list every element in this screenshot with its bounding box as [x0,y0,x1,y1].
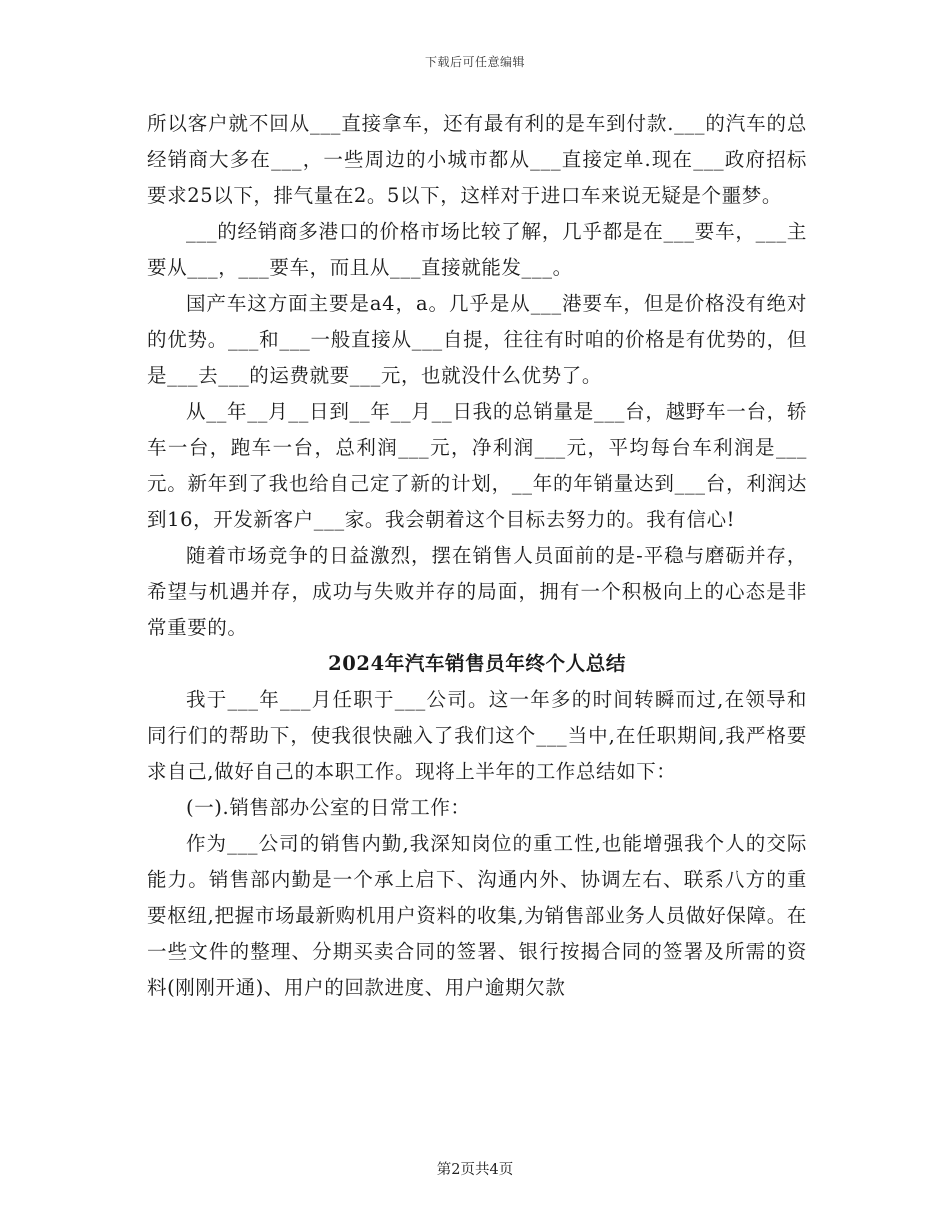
page-header-note: 下载后可任意编辑 [424,55,525,69]
paragraph-5: 随着市场竞争的日益激烈，摆在销售人员面前的是-平稳与磨砺并存，希望与机遇并存，成功与失败并存的局面，拥有一个积极向上的心态是非常重要的。 [147,544,807,639]
paragraph-3: 国产车这方面主要是a4，a。几乎是从___港要车，但是价格没有绝对的优势。___和___一般直接从___自提，往往有时咱的价格是有优势的，但是___去___的运费就要___元，也就没什么优势了。 [147,292,807,387]
section-paragraph-3: 作为___公司的销售内勤,我深知岗位的重工性,也能增强我个人的交际能力。销售部内勤是一个承上启下、沟通内外、协调左右、联系八方的重要枢纽,把握市场最新购机用户资料的收集,为销售部业务人员做好保障。在一些文件的整理、分期买卖合同的签署、银行按揭合同的签署及所需的资料(刚刚开通)、用户的回款进度、用户逾期欠款 [147,832,807,999]
section-title: 2024年汽车销售员年终个人总结 [328,652,626,675]
section-paragraph-1: 我于___年___月任职于___公司。这一年多的时间转瞬而过,在领导和同行们的帮助下，使我很快融入了我们这个___当中,在任职期间,我严格要求自己,做好自己的本职工作。现将上半年的工作总结如下： [147,688,807,783]
section-paragraph-2: (一).销售部办公室的日常工作： [186,796,471,819]
document-body [147,106,807,1006]
page-number: 第2页共4页 [436,1162,514,1178]
paragraph-1: 所以客户就不回从___直接拿车，还有最有利的是车到付款.___的汽车的总经销商大多在___，一些周边的小城市都从___直接定单.现在___政府招标要求25以下，排气量在2。5以下，这样对于进口车来说无疑是个噩梦。 [147,112,807,207]
paragraph-2: ___的经销商多港口的价格市场比较了解，几乎都是在___要车，___主要从___，___要车，而且从___直接就能发___。 [147,220,807,279]
paragraph-4: 从__年__月__日到__年__月__日我的总销量是___台，越野车一台，轿车一台，跑车一台，总利润___元，净利润___元，平均每台车利润是___元。新年到了我也给自己定了新的计划，__年的年销量达到___台，利润达到16，开发新客户___家。我会朝着这个目标去努力的。我有信心! [147,400,807,531]
